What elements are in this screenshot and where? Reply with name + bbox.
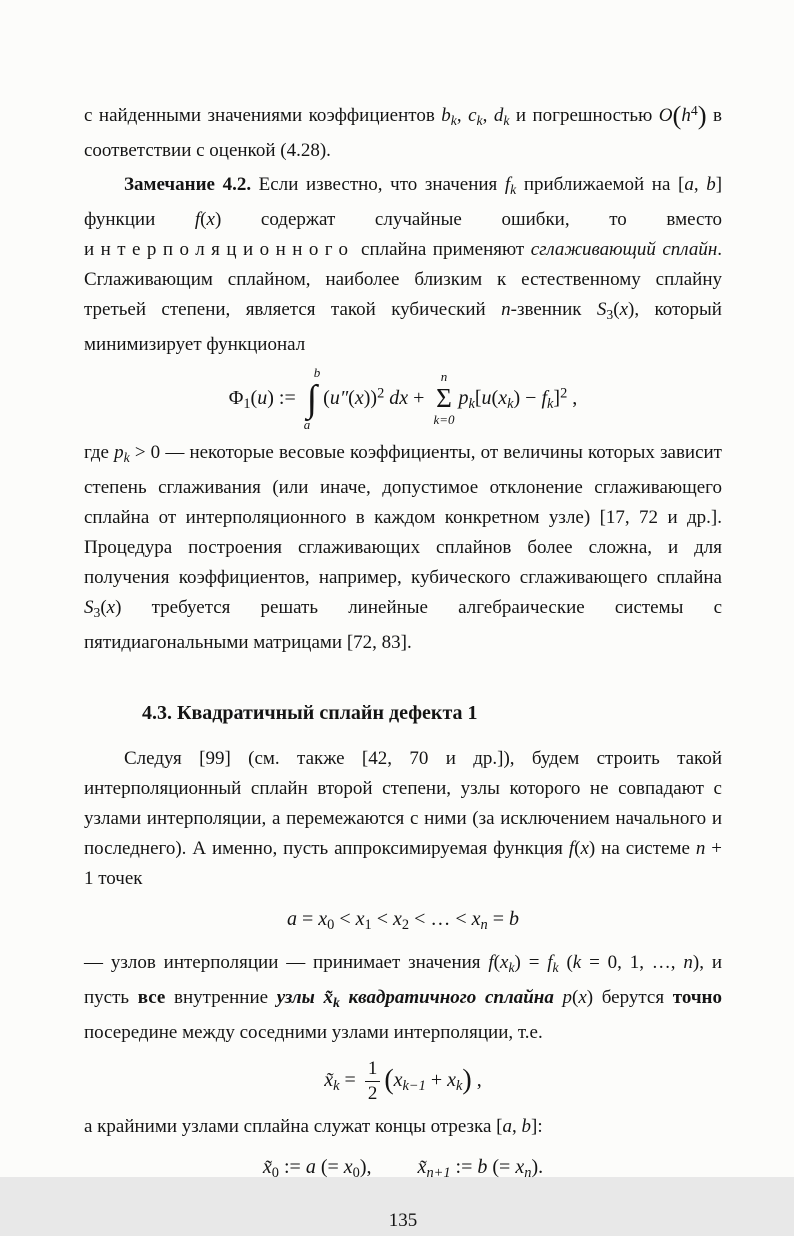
- text-run: x: [500, 952, 509, 973]
- text-run: x: [354, 386, 364, 409]
- text-run: =: [520, 952, 548, 973]
- text-run: ): [628, 298, 635, 320]
- formula-smoothing-functional: [84, 366, 722, 433]
- text-run: n: [501, 298, 511, 320]
- text-run: ): [214, 208, 222, 230]
- text-run: ).: [531, 1156, 544, 1179]
- text-run: (: [250, 386, 258, 409]
- text-run: b: [477, 1156, 488, 1179]
- text-run: [: [474, 386, 482, 409]
- operator-glyph: ∫: [306, 377, 318, 420]
- text-run: k: [572, 952, 582, 973]
- text-run: x: [580, 837, 589, 859]
- text-run: 3: [606, 306, 614, 322]
- text-run: u: [257, 386, 268, 409]
- text-run: ): [115, 597, 122, 619]
- text-run: b: [521, 1116, 532, 1138]
- text-run: посередине между соседними узлами интерполяции, т.е.: [84, 1021, 543, 1043]
- text-run: интерполяционного: [84, 238, 355, 260]
- integral-with-limits: [305, 366, 319, 433]
- text-run: (=: [315, 1156, 344, 1179]
- text-run: f: [547, 952, 553, 973]
- text-run: 4: [690, 103, 698, 118]
- operator-limit: k=0: [433, 412, 455, 428]
- text-run: p: [458, 386, 469, 409]
- fr-den: 2: [367, 1082, 378, 1104]
- text-run: k: [547, 395, 554, 412]
- text-run: a: [684, 173, 694, 195]
- text-run: ): [586, 986, 594, 1008]
- text-run: сплайна применяют: [354, 238, 531, 260]
- text-run: и погрешностью: [509, 105, 659, 127]
- text-run: n: [683, 952, 693, 973]
- text-run: a: [305, 1156, 316, 1179]
- text-run: x: [619, 298, 628, 320]
- text-run: ,: [456, 105, 469, 127]
- fraction: [365, 1058, 381, 1105]
- text-run: узлы: [276, 986, 324, 1008]
- text-run: O: [658, 105, 673, 127]
- text-run: x: [447, 1068, 457, 1091]
- text-run: S: [596, 298, 607, 320]
- text-run: (: [558, 952, 573, 973]
- text-run: ),: [359, 1156, 372, 1179]
- text-run: Φ: [228, 386, 244, 409]
- text-run: u″: [329, 386, 349, 409]
- formula-endpoint-nodes: [84, 1152, 722, 1188]
- text-run: ): [697, 99, 707, 130]
- text-run: :=: [450, 1156, 478, 1179]
- text-run: k: [552, 959, 559, 975]
- text-run: [554, 987, 563, 1008]
- text-run: ): [513, 386, 521, 409]
- text-run: Замечание 4.2.: [124, 173, 252, 195]
- operator-limit: a: [303, 417, 311, 433]
- text-run: требуется решать линейные алгебраические системы с пятидиагональными матрицами [72, 83].: [84, 597, 722, 653]
- text-run: n: [480, 917, 488, 933]
- text-run: x: [343, 1156, 353, 1179]
- text-run: квадратичного сплайна: [348, 986, 554, 1008]
- text-run: f: [504, 173, 511, 195]
- text-run: <: [334, 907, 356, 930]
- text-run: . Сглаживающим сплайном, наиболее близким к естественному сплайну третьей степени, является такой кубический: [84, 238, 722, 320]
- text-run: x̃: [262, 1156, 272, 1179]
- text-run: n: [524, 1165, 532, 1182]
- text-run: 2: [560, 385, 568, 402]
- text-run: :=: [278, 1156, 306, 1179]
- text-run: Следуя [99] (см. также [42, 70 и др.]), будем строить такой интерполяционный сплайн второй степени, узлы которого не совпадают с узлами интерполяции, а перемежаются с ними (за исключением начального и последнего). А именно, пусть аппроксимируемая функция: [84, 747, 722, 859]
- text-run: (: [348, 386, 355, 409]
- text-run: + 1 точек: [84, 837, 723, 889]
- text-run: k: [503, 112, 510, 128]
- text-run: ,: [482, 105, 494, 127]
- text-run: x: [515, 1156, 525, 1179]
- text-run: =: [487, 907, 510, 930]
- text-run: x: [578, 986, 587, 1008]
- text-run: > 0 — некоторые весовые коэффициенты, от величины которых зависит степень сглаживания (или иначе, допустимое отклонение сглаживающего сплайна от интерполяционного в каждом конкретном узле) [17, 72 и др.]. Процедура построения сглаживающих сплайнов более сложна, и для получения коэффициентов, например, кубического сглаживающего сплайна: [84, 442, 722, 589]
- text-run: =: [339, 1068, 361, 1091]
- text-run: (: [491, 386, 499, 409]
- operator-glyph: Σ: [436, 383, 452, 414]
- text-run: все: [137, 986, 166, 1008]
- text-run: с найденными значениями коэффициентов: [84, 105, 442, 127]
- text-run: сглаживающий сплайн: [530, 238, 718, 260]
- text-run: x: [393, 907, 402, 930]
- text-run: b: [509, 907, 520, 930]
- text-run: ] функции: [84, 173, 723, 230]
- text-run: c: [468, 105, 477, 127]
- text-run: содержат случайные ошибки, то вместо: [221, 208, 722, 230]
- paragraph-end-nodes: [84, 1112, 722, 1142]
- text-run: )): [363, 386, 378, 409]
- text-run: (: [100, 597, 107, 619]
- text-run: = 0, 1, …,: [581, 952, 684, 973]
- paragraph-coefficients-error: [84, 96, 722, 166]
- page-number: 135: [388, 1210, 418, 1232]
- text-run: d: [493, 105, 504, 127]
- text-run: k: [468, 395, 475, 412]
- text-run: ,: [567, 386, 578, 409]
- text-run: 3: [93, 604, 101, 620]
- text-run: (: [574, 837, 581, 859]
- text-run: (: [384, 1064, 394, 1096]
- formula-midpoint-nodes: [84, 1058, 722, 1105]
- text-run: , который минимизирует функционал: [84, 298, 722, 355]
- text-run: (: [572, 986, 579, 1008]
- text-run: k: [507, 395, 514, 412]
- text-run: Если известно, что значения: [251, 173, 505, 195]
- text-run: a: [502, 1116, 513, 1138]
- text-run: f: [488, 952, 494, 973]
- text-run: x: [393, 1068, 403, 1091]
- text-run: 0: [327, 917, 335, 933]
- text-run: dx: [389, 386, 409, 409]
- text-run: b: [441, 105, 451, 127]
- text-run: f: [568, 837, 575, 859]
- text-run: n: [695, 837, 706, 859]
- text-run: где: [84, 442, 115, 464]
- text-run: приближаемой на [: [516, 173, 685, 195]
- text-run: k: [476, 112, 483, 128]
- text-run: x: [498, 386, 508, 409]
- text-run: k: [508, 959, 515, 975]
- text-run: на системе: [595, 837, 696, 859]
- text-run: (: [493, 952, 500, 973]
- text-run: ]: [553, 386, 561, 409]
- text-run: k: [456, 1077, 463, 1094]
- operator-limit: n: [440, 369, 448, 385]
- text-run: p: [114, 442, 124, 464]
- paragraph-weight-coefficients: [84, 438, 722, 658]
- text-run: p: [562, 986, 572, 1008]
- text-run: (=: [487, 1156, 516, 1179]
- paragraph-remark-4-2: [84, 170, 722, 360]
- text-run: x: [106, 597, 116, 619]
- text-run: x: [318, 907, 328, 930]
- text-run: ): [588, 837, 596, 859]
- formula-interpolation-nodes: [84, 904, 722, 940]
- text-run: x: [355, 907, 365, 930]
- text-run: ): [514, 952, 521, 973]
- text-run: u: [481, 386, 492, 409]
- fr-num: 1: [365, 1058, 381, 1082]
- text-run: (: [323, 386, 330, 409]
- text-run: x: [206, 208, 215, 230]
- text-run: ]:: [531, 1116, 543, 1138]
- text-run: ): [462, 1064, 472, 1096]
- text-run: (: [200, 208, 207, 230]
- text-run: 2: [401, 917, 410, 933]
- operator-limit: b: [313, 364, 321, 380]
- text-run: k: [123, 450, 130, 466]
- text-run: :=: [273, 386, 301, 409]
- text-run: x̃: [417, 1156, 427, 1179]
- text-run: 0: [271, 1165, 279, 1182]
- text-run: а крайними узлами сплайна служат концы отрезка [: [84, 1116, 503, 1138]
- text-run: — узлов интерполяции — принимает значения: [84, 952, 489, 973]
- text-run: (: [672, 99, 682, 130]
- text-run: f: [194, 208, 201, 230]
- text-run: +: [425, 1068, 448, 1091]
- text-run: S: [84, 597, 94, 619]
- text-run: 2: [377, 385, 385, 402]
- text-run: берутся: [593, 986, 673, 1008]
- paragraph-spline-inner-nodes: [84, 948, 722, 1048]
- text-run: k: [510, 181, 517, 197]
- text-run: n+1: [426, 1165, 451, 1182]
- text-run: ): [267, 386, 274, 409]
- text-run: k: [333, 1077, 340, 1094]
- text-run: k: [332, 994, 340, 1010]
- sum-with-limits: [433, 370, 454, 428]
- paragraph-quadratic-spline-intro: [84, 744, 722, 894]
- text-run: =: [296, 907, 319, 930]
- text-run: ,: [512, 1116, 522, 1138]
- text-run: x̃: [324, 1068, 334, 1091]
- text-run: точно: [672, 986, 723, 1008]
- text-run: b: [706, 173, 716, 195]
- text-run: x: [471, 907, 481, 930]
- text-run: f: [541, 386, 548, 409]
- section-heading-4-3: 4.3. Квадратичный сплайн дефекта 1: [142, 701, 478, 724]
- text-run: −: [520, 386, 542, 409]
- text-run: ,: [693, 173, 707, 195]
- text-run: 1: [364, 917, 372, 933]
- text-run: ,: [471, 1068, 482, 1091]
- text-run: в соответствии с оценкой (4.28).: [84, 105, 723, 161]
- text-run: h: [681, 105, 691, 127]
- text-run: внутренние: [165, 986, 277, 1008]
- text-run: 1: [243, 395, 251, 412]
- text-run: a: [286, 907, 297, 930]
- text-run: k−1: [402, 1077, 426, 1094]
- text-run: +: [408, 386, 430, 409]
- text-run: < … <: [409, 907, 472, 930]
- text-run: -звенник: [510, 298, 597, 320]
- text-run: x̃: [323, 986, 333, 1008]
- text-run: k: [450, 112, 457, 128]
- text-run: 0: [352, 1165, 360, 1182]
- text-run: (: [613, 298, 620, 320]
- text-run: <: [371, 907, 393, 930]
- text-run: ), и пусть: [84, 952, 722, 1008]
